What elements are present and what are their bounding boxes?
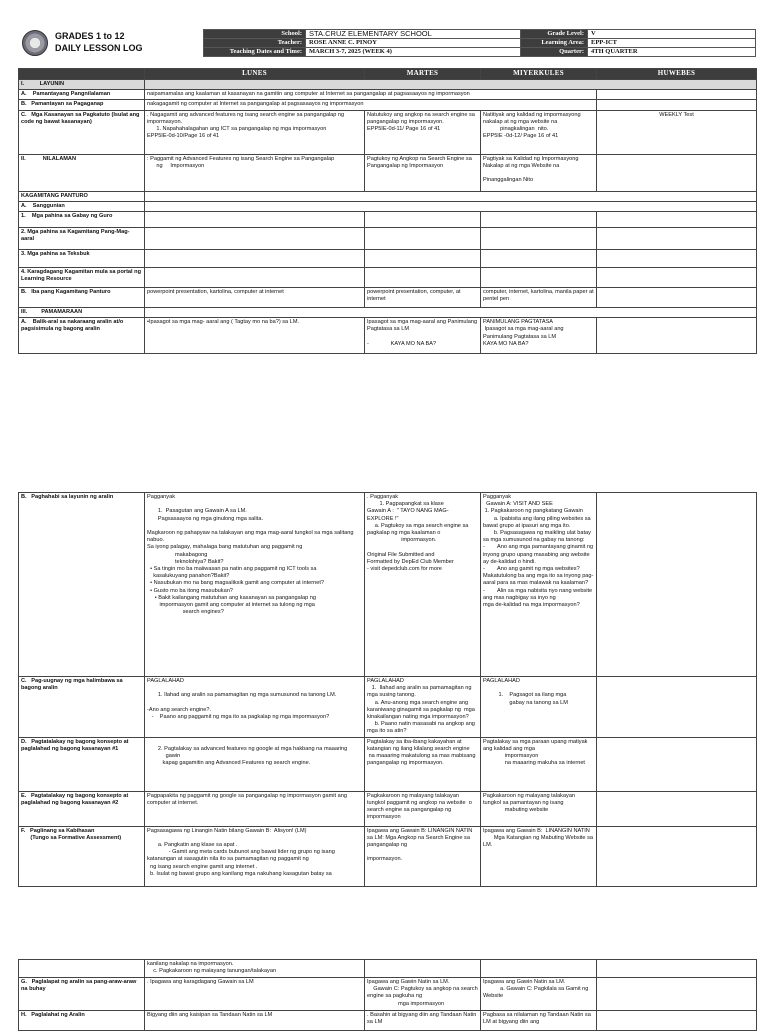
huwebes-cell: [481, 250, 597, 268]
row-label: [19, 110, 145, 154]
biyernes-cell: [597, 318, 757, 354]
huwebes-cell-text: Pagtalakay sa mga paraan upang matiyak ang kalidad ang mga impormasyon na maaaring makuha sa internet: [483, 738, 588, 767]
lunes-martes-cell: [145, 228, 365, 250]
grade-level-label: Grade Level:: [521, 30, 588, 39]
miyerkules-cell: [365, 978, 481, 1011]
huwebes-cell: [481, 154, 597, 191]
row-label: [19, 308, 145, 318]
biyernes-cell: [597, 826, 757, 886]
miyerkules-cell: [365, 826, 481, 886]
miyerkules-cell-text: PAGLALAHAD 1. Ilahad ang aralin sa pamamagitan ng mga susing tanong. a. Anu-anong mga search engine ang karaniwang ginagamit sa pagkalap ng mga kinakailangan nating mga impormasyon? b. Paano natin masasabi na angkop ang mga ito sa atin?: [367, 678, 475, 735]
biyernes-cell: [597, 228, 757, 250]
biyernes-cell: [597, 1011, 757, 1031]
log-row: [19, 1011, 757, 1031]
huwebes-cell: [481, 1011, 597, 1031]
row-label-text: III. PAMAMARAAN: [21, 309, 83, 316]
row-label-text: C. Mga Kasanayan sa Pagkatuto (Isulat ang code ng bawat kasanayan): [21, 111, 141, 125]
row-label: [19, 960, 145, 978]
biyernes-cell: [597, 493, 757, 677]
miyerkules-cell-text: Ipagawa ang Gawain B: LINANGIN NATIN sa LM: Mga Angkop na Search Engine sa pangangalap ng impormasyon.: [367, 827, 473, 863]
lunes-martes-cell-text: . Nagagamit ang advanced features ng isang search engine sa pangangalap ng impormasyon. 1. Napahahalagahan ang ICT sa pangangalap ng mga impormasyon EPP5IE-0d-10/Page 16 of 41: [147, 111, 345, 140]
log-row: [19, 978, 757, 1011]
row-label-text: F. Paglinang sa Kabihasan (Tungo sa Formative Assessment): [21, 827, 122, 841]
quarter-label: Quarter:: [521, 48, 588, 57]
row-label-text: D. Pagtatalakay ng bagong konsepto at paglalahad ng bagong kasanayan #1: [21, 738, 131, 752]
biyernes-cell: [597, 90, 757, 100]
huwebes-cell: [481, 826, 597, 886]
row-span-content-text: nakagagamit ng computer at Internet sa pangangalap at pagsasaayos ng impormasyon: [147, 101, 364, 108]
miyerkules-cell: [365, 268, 481, 288]
huwebes-cell: [481, 288, 597, 308]
lunes-martes-cell-text: : Paggamit ng Advanced Features ng isang Search Engine sa Pangangalap ng Impormasyon: [147, 155, 335, 169]
form-title-line2: DAILY LESSON LOG: [55, 43, 143, 53]
teacher-label: Teacher:: [204, 39, 306, 48]
huwebes-cell: [481, 268, 597, 288]
log-row: [19, 677, 757, 738]
lunes-martes-cell: [145, 826, 365, 886]
biyernes-cell: [597, 250, 757, 268]
lunes-martes-cell-text: •Ipasagot sa mga mag- aaral ang ( Tagtay mo na ba?) sa LM.: [147, 319, 300, 326]
row-label: [19, 1011, 145, 1031]
row-label: [19, 978, 145, 1011]
log-row: [19, 268, 757, 288]
miyerkules-cell: [365, 493, 481, 677]
row-label: [19, 677, 145, 738]
huwebes-cell: [481, 318, 597, 354]
lunes-martes-cell: [145, 978, 365, 1011]
huwebes-cell-text: PAGLALAHAD 1. Pagsagot sa ilang mga gabay na tanong sa LM: [483, 678, 568, 706]
lunes-martes-cell-text: Pagganyak 1. Pasagutan ang Gawain A sa LM. Pagsasaayos ng mga ginulong mga salita. Magkaroon ng pahapyaw na talakayan ang mga mag-aaral tungkol sa mga salitang nabuo. Sa iyong palagay, mahalaga bang matutuhan ang paggamit ng makabagong teknolohiya? Bakit? • Sa tingin mo ba maiiwasan pa natin ang paggamit ng ICT tools sa kasalukuyang panahon?Bakit? • Nasubukan mo na bang magsaliksik gamit ang computer at internet? • Gusto mo ba itong masubukan? • Bakit kailangang matutuhan ang kasanayan sa pangangalap ng impormasyon gamit ang computer at internet sa tulong ng mga search engines?: [147, 494, 354, 616]
huwebes-cell-text: Ipagawa ang Gawin Natin sa LM. a. Gawain C: Pagkilala sa Gamit ng Website: [483, 979, 589, 1000]
row-label-text: G. Paglalapat ng aralin sa pang-araw-araw na buhay: [21, 979, 138, 993]
miyerkules-cell-text: Ipasagot sa mga mag-aaral ang Panimulang Pagtatasa sa LM - KAYA MO NA BA?: [367, 319, 478, 347]
biyernes-cell: [597, 960, 757, 978]
biyernes-cell: [597, 791, 757, 826]
row-empty-span: [145, 80, 757, 90]
row-label-text: H. Paglalahat ng Aralin: [21, 1012, 85, 1018]
row-label: [19, 288, 145, 308]
lunes-martes-cell: [145, 288, 365, 308]
row-empty-span: [145, 201, 757, 211]
log-row: [19, 154, 757, 191]
lunes-martes-cell: [145, 268, 365, 288]
biyernes-cell-text: WEEKLY Test: [659, 111, 694, 118]
log-row: [19, 250, 757, 268]
miyerkules-cell: [365, 960, 481, 978]
log-row: [19, 212, 757, 228]
huwebes-cell-text: Ipagawa ang Gawain B: LINANGIN NATIN Mga Katangian ng Mabuting Website sa LM.: [483, 827, 593, 849]
teacher-name: ROSE ANNE C. PINOY: [306, 39, 521, 48]
row-label: [19, 201, 145, 211]
learning-area-label: Learning Area:: [521, 39, 588, 48]
lunes-martes-cell-text: kanilang nakalap na impormasyon. c. Pagkakaroon ng malayang tanungan/talakayan: [147, 961, 277, 975]
miyerkules-cell-text: powerpoint presentation, computer, at internet: [367, 289, 463, 303]
huwebes-cell: [481, 110, 597, 154]
row-label-text: 2. Mga pahina sa Kagamitang Pang-Mag-aaral: [21, 229, 130, 243]
log-row: [19, 100, 757, 110]
lunes-martes-cell: [145, 318, 365, 354]
log-row: [19, 960, 757, 978]
log-row: [19, 318, 757, 354]
huwebes-cell-text: Pagbasa sa nilalaman ng Tandaan Natin sa LM at bigyang diin ang: [483, 1012, 593, 1026]
day-header-huwebes: HUWEBES: [597, 69, 757, 80]
miyerkules-cell: [365, 1011, 481, 1031]
lunes-martes-cell-text: Pagsasagawa ng Linangin Natin bilang Gawain B: Alisyon! (LM) a. Pangkatin ang klase sa apat . - Gamit ang meta cards bubunot ang bawat lider ng grupo ng isang katanungan at sasagutin nila ito sa pamamagitan ng paggamit ng ng isang search engine gamit ang internet . b. Isulat ng bawat grupo ang kanilang mga nakuhang kasagutan batay sa: [147, 827, 335, 877]
row-label-text: C. Pag-uugnay ng mga halimbawa sa bagong aralin: [21, 678, 125, 692]
huwebes-cell: [481, 228, 597, 250]
lesson-log-table-page1: [18, 68, 757, 354]
lunes-martes-cell: [145, 250, 365, 268]
miyerkules-cell-text: . Basahin at bigyang diin ang Tandaan Natin sa LM: [367, 1012, 478, 1026]
lunes-martes-cell-text: . Ipagawa ang karagdagang Gawain sa LM: [147, 979, 254, 985]
grade-level-value: V: [588, 30, 756, 39]
lunes-martes-cell-text: Bigyang diin ang kaisipan sa Tandaan Natin sa LM: [147, 1012, 273, 1018]
huwebes-cell: [481, 978, 597, 1011]
biyernes-cell: [597, 978, 757, 1011]
row-label-text: 3. Mga pahina sa Teksbuk: [21, 251, 90, 258]
log-row: [19, 308, 757, 318]
huwebes-cell-text: Pagkakaroon ng malayang talakayan tungkol sa pamantayan ng isang mabuting website: [483, 792, 576, 814]
biyernes-cell: [597, 100, 757, 110]
row-label: [19, 80, 145, 90]
miyerkules-cell: [365, 677, 481, 738]
lunes-martes-cell: [145, 791, 365, 826]
row-label-text: KAGAMITANG PANTURO: [21, 192, 88, 199]
log-row: [19, 80, 757, 90]
teaching-dates-value: MARCH 3-7, 2025 (WEEK 4): [306, 48, 521, 57]
day-header-miyerkules: MIYERKULES: [481, 69, 597, 80]
huwebes-cell: [481, 677, 597, 738]
day-header-martes: MARTES: [365, 69, 481, 80]
huwebes-cell: [481, 791, 597, 826]
huwebes-cell-text: Natitiyak ang kalidad ng impormasyong nakalap at ng mga website na pinagkalingan nito. EPP5IE -0d-12/ Page 16 of 41: [483, 111, 581, 140]
row-label-text: A. Sanggunian: [21, 202, 65, 209]
miyerkules-cell-text: Ipagawa ang Gawin Natin sa LM. Gawain C: Pagtukoy sa angkop na search engine sa pagkuha ng mga impormasyon: [367, 979, 478, 1007]
row-label: [19, 228, 145, 250]
lesson-log-table-page2: [18, 492, 757, 887]
log-row: [19, 791, 757, 826]
row-label: [19, 493, 145, 677]
huwebes-cell-text: computer, internet, kartolina, manila paper at pentel pen: [483, 289, 596, 303]
lunes-martes-cell: [145, 677, 365, 738]
huwebes-cell-text: Pagtiyak sa Kalidad ng Impormasyong Nakalap at ng mga Website na Pinanggalingan Nito: [483, 155, 579, 184]
miyerkules-cell: [365, 228, 481, 250]
row-label: [19, 212, 145, 228]
row-label: [19, 100, 145, 110]
miyerkules-cell-text: Pagkakaroon ng malayang talakayan tungkol paggamit ng angkop na website o search engine sa pangangalap ng impormasyon: [367, 792, 474, 821]
lunes-martes-cell-text: powerpoint presentation, kartolina, computer at internet: [147, 289, 284, 296]
row-label: [19, 737, 145, 791]
row-label-text: A. Balik-aral sa nakaraang aralin at/o pagsisimula ng bagong aralin: [21, 319, 125, 333]
row-label-text: 4. Karagdagang Kagamitan mula sa portal ng Learning Resource: [21, 269, 143, 283]
row-label: [19, 90, 145, 100]
lunes-martes-cell: [145, 493, 365, 677]
row-label-text: B. Iba pang Kagamitang Panturo: [21, 289, 111, 296]
row-label: [19, 268, 145, 288]
miyerkules-cell: [365, 737, 481, 791]
lunes-martes-cell-text: Pagpapakita ng paggamit ng google sa pangangalap ng impormasyon gamit ang computer at internet.: [147, 792, 349, 806]
teaching-dates-label: Teaching Dates and Time:: [204, 48, 306, 57]
miyerkules-cell-text: . Pagganyak 1. Pagpapangkat sa klase Gawain A : " TAYO NANG MAG- EXPLORE !" a. Pagtukoy sa mga search engine sa pagkalap ng mga kaalaman o impormasyon. Original File Submitted and Formatted by DepEd Club Member - visit depedclub.com for more: [367, 494, 469, 573]
log-row: [19, 228, 757, 250]
miyerkules-cell: [365, 288, 481, 308]
lunes-martes-cell: [145, 1011, 365, 1031]
lunes-martes-cell: [145, 960, 365, 978]
row-label: [19, 154, 145, 191]
row-label-text: I. LAYUNIN: [21, 81, 64, 87]
row-label-text: E. Pagtatalakay ng bagong konsepto at paglalahad ng bagong kasanayan #2: [21, 792, 130, 806]
miyerkules-cell: [365, 154, 481, 191]
form-title-line1: GRADES 1 to 12: [55, 31, 125, 41]
row-label-text: B. Pamantayan sa Pagaganap: [21, 101, 104, 108]
row-label: [19, 191, 145, 201]
biyernes-cell: [597, 110, 757, 154]
lesson-log-table-page3: [18, 959, 757, 1031]
biyernes-cell: [597, 154, 757, 191]
biyernes-cell: [597, 212, 757, 228]
header-info-table: [203, 29, 756, 57]
log-row: [19, 110, 757, 154]
log-row: [19, 493, 757, 677]
log-row: [19, 191, 757, 201]
biyernes-cell: [597, 677, 757, 738]
row-label-text: A. Pamantayang Pangnilalaman: [21, 91, 111, 98]
lunes-martes-cell: [145, 110, 365, 154]
miyerkules-cell-text: Pagtukoy ng Angkop na Search Engine sa Pangangalap ng Impormasyon: [367, 155, 474, 169]
miyerkules-cell: [365, 791, 481, 826]
miyerkules-cell: [365, 212, 481, 228]
huwebes-cell: [481, 212, 597, 228]
biyernes-cell: [597, 737, 757, 791]
learning-area-value: EPP-ICT: [588, 39, 756, 48]
log-row: [19, 288, 757, 308]
miyerkules-cell: [365, 318, 481, 354]
huwebes-cell: [481, 493, 597, 677]
log-row: [19, 90, 757, 100]
miyerkules-cell: [365, 250, 481, 268]
row-empty-span: [145, 308, 757, 318]
school-label: School:: [204, 30, 306, 39]
row-label-text: B. Paghahabi sa layunin ng aralin: [21, 494, 114, 500]
row-empty-span: [145, 191, 757, 201]
day-header-lunes: LUNES: [145, 69, 365, 80]
huwebes-cell: [481, 737, 597, 791]
row-span-content: [145, 100, 597, 110]
lunes-martes-cell-text: PAGLALAHAD 1. Ilahad ang aralin sa pamamagitan ng mga sumusunod na tanong LM. -Ano ang search engine?. - Paano ang paggamit ng mga ito sa pagkalap ng mga impormasyon?: [147, 678, 337, 721]
deped-seal-logo: [22, 30, 48, 56]
log-row: [19, 201, 757, 211]
huwebes-cell: [481, 960, 597, 978]
row-label: [19, 826, 145, 886]
row-label-text: II. NILALAMAN: [21, 155, 77, 162]
quarter-value: 4TH QUARTER: [588, 48, 756, 57]
school-name: STA.CRUZ ELEMENTARY SCHOOL: [306, 30, 521, 39]
huwebes-cell-text: Pagganyak Gawain A: VISIT AND SEE 1. Pagkakaroon ng pangkatang Gawain a. Ipabisita ang ilang piling websites sa bawat grupo at ipasuri ang mga ito. b. Pagsasagawa ng maikling ulat batay sa mga sumusunod na gabay na tanong: - Ano ang mga pamantayang ginamit ng inyong grupo upang masabing ang website ay de-kalidad o hindi. - Ano ang gamit ng mga websites? Makatutulong ba ang mga ito sa inyong pag-aaral para sa mas malawak na kaalaman? - Alin sa mga nabisita nyo nang website ang mas nagbigay sa inyo ng mga de-kalidad na mga impormasyon?: [483, 494, 594, 609]
corner-header-cell: [19, 69, 145, 80]
row-span-content: [145, 90, 597, 100]
row-label: [19, 791, 145, 826]
biyernes-cell: [597, 288, 757, 308]
miyerkules-cell: [365, 110, 481, 154]
log-row: [19, 737, 757, 791]
lunes-martes-cell: [145, 154, 365, 191]
row-label: [19, 318, 145, 354]
lunes-martes-cell: [145, 737, 365, 791]
row-span-content-text: naipamamalas ang kaalaman at kasanayan na gamitin ang computer at Internet sa pangangalap at pagsasaayos ng impormasyon: [147, 91, 470, 98]
miyerkules-cell-text: Pagtalakay sa iba-ibang kakayahan at katangian ng ilang kilalang search engine na maaaring makatulong sa mas mabisang pangangalap ng impormasyon.: [367, 738, 476, 767]
row-label-text: 1. Mga pahina sa Gabay ng Guro: [21, 213, 113, 220]
log-row: [19, 826, 757, 886]
biyernes-cell: [597, 268, 757, 288]
lunes-martes-cell: [145, 212, 365, 228]
lunes-martes-cell-text: 2. Pagtalakay sa advanced features ng google at mga hakbang na maaaring gawin kapag gagamitin ang Advanced Features ng search engine.: [157, 745, 348, 767]
row-label: [19, 250, 145, 268]
miyerkules-cell-text: Natutukoy ang angkop na search engine sa pangangalap ng impormasyon. EPP5IE-0d-11/ Page 16 of 41: [367, 111, 475, 133]
huwebes-cell-text: PANIMULANG PAGTATASA Ipasagot sa mga mag-aaral ang Panimulang Pagtatasa sa LM KAYA MO NA BA?: [483, 319, 564, 347]
